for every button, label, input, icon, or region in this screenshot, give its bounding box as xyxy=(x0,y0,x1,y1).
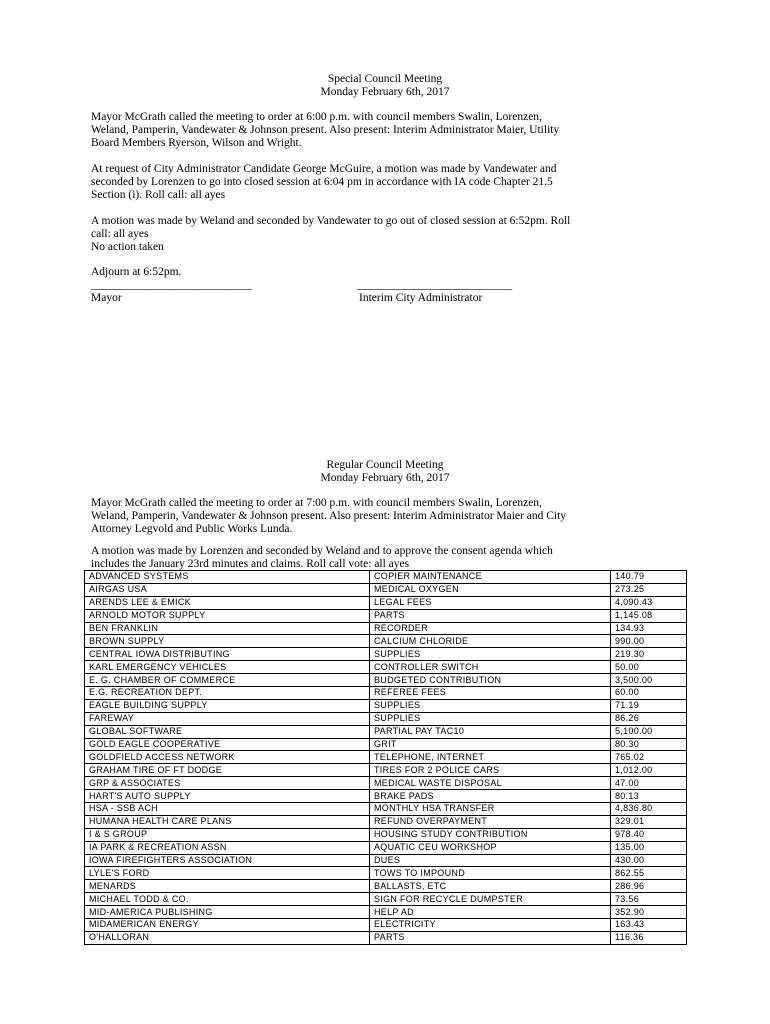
vendor-cell: HUMANA HEALTH CARE PLANS xyxy=(85,815,370,828)
table-row xyxy=(85,596,687,609)
special-meeting-call-to-order xyxy=(91,111,671,150)
vendor-cell: GRP & ASSOCIATES xyxy=(85,777,370,790)
amount-cell: 140.79 xyxy=(611,571,687,584)
table-row xyxy=(85,764,687,777)
text-line: includes the January 23rd minutes and claims. Roll call vote: all ayes xyxy=(91,558,410,570)
amount-cell: 329.01 xyxy=(611,815,687,828)
vendor-cell: E. G. CHAMBER OF COMMERCE xyxy=(85,674,370,687)
description-cell: DUES xyxy=(370,854,611,867)
table-row xyxy=(85,841,687,854)
amount-cell: 80.13 xyxy=(611,790,687,803)
vendor-cell: EAGLE BUILDING SUPPLY xyxy=(85,699,370,712)
description-cell: REFEREE FEES xyxy=(370,687,611,700)
description-cell: COPIER MAINTENANCE xyxy=(370,571,611,584)
special-meeting-header xyxy=(0,73,770,99)
description-cell: TIRES FOR 2 POLICE CARS xyxy=(370,764,611,777)
text-line: Weland, Pamperin, Vandewater & Johnson present. Also present: Interim Administrator Maier and City xyxy=(91,510,567,522)
description-cell: GRIT xyxy=(370,738,611,751)
vendor-cell: ADVANCED SYSTEMS xyxy=(85,571,370,584)
vendor-cell: GLOBAL SOFTWARE xyxy=(85,725,370,738)
table-row xyxy=(85,751,687,764)
description-cell: REFUND OVERPAYMENT xyxy=(370,815,611,828)
table-row xyxy=(85,674,687,687)
table-row xyxy=(85,790,687,803)
vendor-cell: GRAHAM TIRE OF FT DODGE xyxy=(85,764,370,777)
text-line: seconded by Lorenzen to go into closed session at 6:04 pm in accordance with IA code Chapter 21.5 xyxy=(91,176,553,188)
description-cell: MEDICAL OXYGEN xyxy=(370,583,611,596)
table-row xyxy=(85,661,687,674)
table-row xyxy=(85,867,687,880)
amount-cell: 47.00 xyxy=(611,777,687,790)
vendor-cell: LYLE'S FORD xyxy=(85,867,370,880)
administrator-signature-line: ___________________________ xyxy=(357,279,513,291)
amount-cell: 286.96 xyxy=(611,880,687,893)
special-meeting-date: Monday February 6th, 2017 xyxy=(320,86,450,98)
amount-cell: 273.25 xyxy=(611,583,687,596)
table-row xyxy=(85,699,687,712)
description-cell: CONTROLLER SWITCH xyxy=(370,661,611,674)
vendor-cell: GOLD EAGLE COOPERATIVE xyxy=(85,738,370,751)
amount-cell: 134.93 xyxy=(611,622,687,635)
description-cell: MONTHLY HSA TRANSFER xyxy=(370,803,611,816)
description-cell: SIGN FOR RECYCLE DUMPSTER xyxy=(370,893,611,906)
text-line: Weland, Pamperin, Vandewater & Johnson present. Also present: Interim Administrator Maier, Utility xyxy=(91,124,560,136)
amount-cell: 430.00 xyxy=(611,854,687,867)
table-row xyxy=(85,635,687,648)
table-row xyxy=(85,571,687,584)
text-line: A motion was made by Lorenzen and seconded by Weland and to approve the consent agenda which xyxy=(91,545,553,557)
table-row xyxy=(85,854,687,867)
table-row xyxy=(85,777,687,790)
text-line: No action taken xyxy=(91,241,164,253)
administrator-signature-label: Interim City Administrator xyxy=(359,292,483,304)
regular-meeting-consent-motion xyxy=(91,545,671,571)
table-row xyxy=(85,931,687,944)
amount-cell: 71.19 xyxy=(611,699,687,712)
vendor-cell: MID-AMERICA PUBLISHING xyxy=(85,906,370,919)
vendor-cell: MIDAMERICAN ENERGY xyxy=(85,919,370,932)
table-row xyxy=(85,622,687,635)
description-cell: PARTIAL PAY TAC10 xyxy=(370,725,611,738)
table-row xyxy=(85,880,687,893)
amount-cell: 4,090.43 xyxy=(611,596,687,609)
description-cell: CALCIUM CHLORIDE xyxy=(370,635,611,648)
special-meeting-closed-session-motion xyxy=(91,163,671,202)
amount-cell: 73.56 xyxy=(611,893,687,906)
description-cell: SUPPLIES xyxy=(370,712,611,725)
table-row xyxy=(85,583,687,596)
amount-cell: 219.30 xyxy=(611,648,687,661)
description-cell: HOUSING STUDY CONTRIBUTION xyxy=(370,828,611,841)
description-cell: SUPPLIES xyxy=(370,699,611,712)
vendor-cell: CENTRAL IOWA DISTRIBUTING xyxy=(85,648,370,661)
description-cell: BRAKE PADS xyxy=(370,790,611,803)
table-row xyxy=(85,609,687,622)
table-row xyxy=(85,738,687,751)
description-cell: AQUATIC CEU WORKSHOP xyxy=(370,841,611,854)
amount-cell: 3,500.00 xyxy=(611,674,687,687)
mayor-signature-label: Mayor xyxy=(91,292,122,304)
amount-cell: 990.00 xyxy=(611,635,687,648)
vendor-cell: MENARDS xyxy=(85,880,370,893)
table-row xyxy=(85,712,687,725)
vendor-cell: IA PARK & RECREATION ASSN xyxy=(85,841,370,854)
description-cell: ELECTRICITY xyxy=(370,919,611,932)
text-line: Section (i). Roll call: all ayes xyxy=(91,189,226,201)
description-cell: PARTS xyxy=(370,609,611,622)
regular-meeting-date: Monday February 6th, 2017 xyxy=(320,472,450,484)
amount-cell: 978.40 xyxy=(611,828,687,841)
text-line: call: all ayes xyxy=(91,228,149,240)
vendor-cell: IOWA FIREFIGHTERS ASSOCIATION xyxy=(85,854,370,867)
vendor-cell: KARL EMERGENCY VEHICLES xyxy=(85,661,370,674)
special-meeting-open-session-motion xyxy=(91,215,671,254)
vendor-cell: BROWN SUPPLY xyxy=(85,635,370,648)
description-cell: PARTS xyxy=(370,931,611,944)
description-cell: TOWS TO IMPOUND xyxy=(370,867,611,880)
vendor-cell: GOLDFIELD ACCESS NETWORK xyxy=(85,751,370,764)
vendor-cell: MICHAEL TODD & CO. xyxy=(85,893,370,906)
amount-cell: 5,100.00 xyxy=(611,725,687,738)
amount-cell: 352.90 xyxy=(611,906,687,919)
vendor-cell: FAREWAY xyxy=(85,712,370,725)
description-cell: BUDGETED CONTRIBUTION xyxy=(370,674,611,687)
description-cell: SUPPLIES xyxy=(370,648,611,661)
vendor-cell: HSA - SSB ACH xyxy=(85,803,370,816)
text-line: Adjourn at 6:52pm. xyxy=(91,266,182,278)
special-meeting-adjourn xyxy=(91,266,671,279)
amount-cell: 765.02 xyxy=(611,751,687,764)
claims-table xyxy=(84,570,687,945)
table-row xyxy=(85,893,687,906)
vendor-cell: O'HALLORAN xyxy=(85,931,370,944)
mayor-signature-line: ____________________________ xyxy=(91,279,252,291)
special-meeting-title: Special Council Meeting xyxy=(327,73,443,85)
amount-cell: 80.30 xyxy=(611,738,687,751)
text-line: Mayor McGrath called the meeting to order at 6:00 p.m. with council members Swalin, Lorenzen, xyxy=(91,111,542,123)
amount-cell: 1,012.00 xyxy=(611,764,687,777)
table-row xyxy=(85,803,687,816)
regular-meeting-title: Regular Council Meeting xyxy=(326,459,444,471)
vendor-cell: BEN FRANKLIN xyxy=(85,622,370,635)
regular-meeting-call-to-order xyxy=(91,497,671,536)
table-row xyxy=(85,906,687,919)
description-cell: MEDICAL WASTE DISPOSAL xyxy=(370,777,611,790)
amount-cell: 4,836.80 xyxy=(611,803,687,816)
table-row xyxy=(85,919,687,932)
text-line: Attorney Legvold and Public Works Lunda. xyxy=(91,523,293,535)
table-row xyxy=(85,815,687,828)
amount-cell: 135.00 xyxy=(611,841,687,854)
vendor-cell: HART'S AUTO SUPPLY xyxy=(85,790,370,803)
description-cell: LEGAL FEES xyxy=(370,596,611,609)
description-cell: HELP AD xyxy=(370,906,611,919)
description-cell: BALLASTS, ETC xyxy=(370,880,611,893)
table-row xyxy=(85,725,687,738)
table-row xyxy=(85,687,687,700)
amount-cell: 862.55 xyxy=(611,867,687,880)
table-row xyxy=(85,828,687,841)
amount-cell: 60.00 xyxy=(611,687,687,700)
amount-cell: 50.00 xyxy=(611,661,687,674)
amount-cell: 163.43 xyxy=(611,919,687,932)
text-line: Mayor McGrath called the meeting to order at 7:00 p.m. with council members Swalin, Lorenzen, xyxy=(91,497,542,509)
text-line: A motion was made by Weland and seconded by Vandewater to go out of closed session at 6:52pm. Roll xyxy=(91,215,571,227)
vendor-cell: E.G. RECREATION DEPT. xyxy=(85,687,370,700)
vendor-cell: ARNOLD MOTOR SUPPLY xyxy=(85,609,370,622)
text-line: At request of City Administrator Candidate George McGuire, a motion was made by Vandewater and xyxy=(91,163,557,175)
regular-meeting-header xyxy=(0,459,770,485)
vendor-cell: ARENDS LEE & EMICK xyxy=(85,596,370,609)
text-line: Board Members Ryerson, Wilson and Wright. xyxy=(91,137,302,149)
description-cell: RECORDER xyxy=(370,622,611,635)
vendor-cell: AIRGAS USA xyxy=(85,583,370,596)
amount-cell: 86.26 xyxy=(611,712,687,725)
amount-cell: 1,145.08 xyxy=(611,609,687,622)
table-row xyxy=(85,648,687,661)
description-cell: TELEPHONE, INTERNET xyxy=(370,751,611,764)
vendor-cell: I & S GROUP xyxy=(85,828,370,841)
amount-cell: 116.36 xyxy=(611,931,687,944)
